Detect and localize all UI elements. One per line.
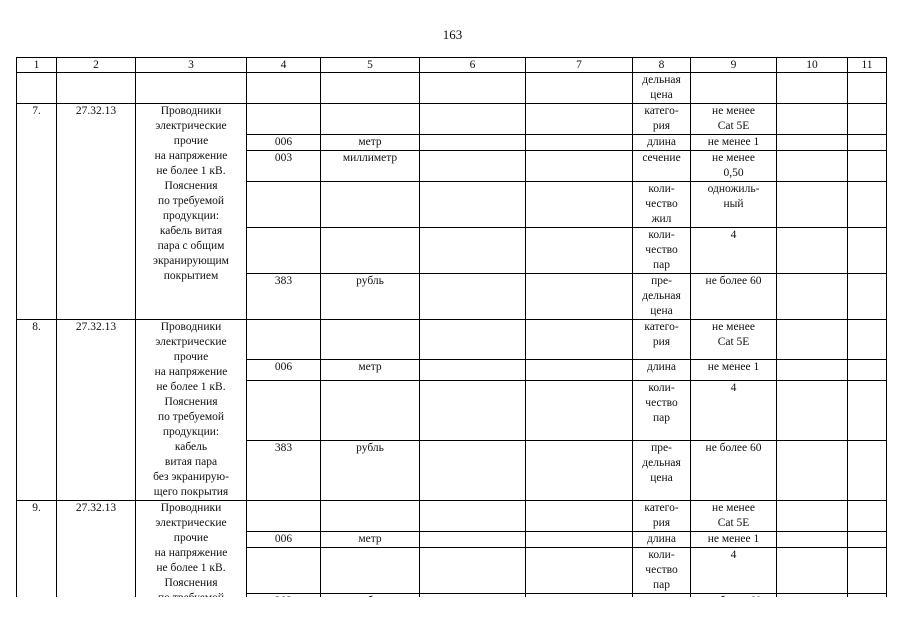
cell <box>526 320 633 360</box>
cell <box>848 151 887 182</box>
unit-name <box>321 381 420 441</box>
unit-name: метр <box>321 360 420 381</box>
okpd-code: 27.32.13 <box>57 320 136 501</box>
column-header: 6 <box>420 58 526 73</box>
column-header: 11 <box>848 58 887 73</box>
column-header: 1 <box>17 58 57 73</box>
cell <box>777 151 848 182</box>
item-row <box>17 104 887 135</box>
unit-name: метр <box>321 135 420 151</box>
cell <box>136 73 247 104</box>
okpd-code: 27.32.13 <box>57 104 136 320</box>
unit-code: 383 <box>247 274 321 320</box>
cell <box>321 73 420 104</box>
unit-code: 006 <box>247 532 321 548</box>
item-number: 9. <box>17 501 57 610</box>
characteristic-value: 4 <box>691 381 777 441</box>
characteristic-name: катего- рия <box>633 320 691 360</box>
cell <box>848 548 887 594</box>
cell <box>526 441 633 501</box>
characteristic-value: не менее Cat 5E <box>691 501 777 532</box>
item-row <box>17 320 887 360</box>
item-description: Проводники электрические прочие на напряжение не более 1 кВ. Пояснения по требуемой продукции: кабель витая пара с общим экранирующим покрытием <box>136 104 247 320</box>
table-body <box>17 58 887 610</box>
characteristic-name: длина <box>633 360 691 381</box>
cell <box>848 182 887 228</box>
cell <box>247 73 321 104</box>
cell <box>848 441 887 501</box>
characteristic-value: одножиль- ный <box>691 182 777 228</box>
unit-name: миллиметр <box>321 151 420 182</box>
cell <box>420 182 526 228</box>
page-number: 163 <box>442 27 463 42</box>
continuation-row <box>17 73 887 104</box>
characteristic-name: коли- чество жил <box>633 182 691 228</box>
cell <box>777 532 848 548</box>
cell <box>526 532 633 548</box>
unit-name: метр <box>321 532 420 548</box>
cell <box>848 501 887 532</box>
item-description: Проводники электрические прочие на напряжение не более 1 кВ. Пояснения по требуемой продукции: кабель витая пара без экранирую- щего покрытия <box>136 320 247 501</box>
cell <box>420 135 526 151</box>
unit-code <box>247 104 321 135</box>
cell <box>526 501 633 532</box>
cell <box>420 73 526 104</box>
cell <box>777 441 848 501</box>
cell <box>526 73 633 104</box>
cell <box>848 320 887 360</box>
cell <box>777 73 848 104</box>
unit-code: 003 <box>247 151 321 182</box>
characteristic-value: не менее Cat 5E <box>691 320 777 360</box>
characteristic-value: не менее 1 <box>691 360 777 381</box>
unit-code: 006 <box>247 135 321 151</box>
cell <box>420 548 526 594</box>
cell <box>777 228 848 274</box>
characteristic-value: не более 60 <box>691 441 777 501</box>
unit-name <box>321 228 420 274</box>
cell <box>420 104 526 135</box>
cell <box>691 73 777 104</box>
unit-name <box>321 182 420 228</box>
unit-name: рубль <box>321 441 420 501</box>
cell <box>420 274 526 320</box>
cell <box>777 360 848 381</box>
cell <box>420 381 526 441</box>
unit-code <box>247 182 321 228</box>
unit-code <box>247 501 321 532</box>
cell <box>777 381 848 441</box>
column-header: 2 <box>57 58 136 73</box>
characteristic-name: коли- чество пар <box>633 228 691 274</box>
characteristic-name: длина <box>633 135 691 151</box>
cell <box>777 548 848 594</box>
cell <box>848 104 887 135</box>
cell <box>777 274 848 320</box>
unit-name <box>321 320 420 360</box>
cell <box>777 320 848 360</box>
cell <box>848 532 887 548</box>
characteristic-value: не менее Cat 5E <box>691 104 777 135</box>
cell <box>526 548 633 594</box>
characteristic-name: сечение <box>633 151 691 182</box>
cell <box>848 274 887 320</box>
cell <box>526 228 633 274</box>
column-header: 7 <box>526 58 633 73</box>
item-number: 7. <box>17 104 57 320</box>
unit-name: рубль <box>321 274 420 320</box>
column-header: 4 <box>247 58 321 73</box>
cell <box>777 135 848 151</box>
unit-code <box>247 381 321 441</box>
unit-code: 383 <box>247 441 321 501</box>
cell <box>848 135 887 151</box>
characteristic-name: пре- дельная цена <box>633 441 691 501</box>
cell <box>17 73 57 104</box>
cell <box>526 381 633 441</box>
column-header: 3 <box>136 58 247 73</box>
page-bottom-margin <box>0 597 905 640</box>
characteristic-value: не менее 0,50 <box>691 151 777 182</box>
cell <box>526 182 633 228</box>
characteristic-name: катего- рия <box>633 501 691 532</box>
cell <box>526 104 633 135</box>
characteristic-value: не более 60 <box>691 274 777 320</box>
cell <box>420 228 526 274</box>
cell <box>420 441 526 501</box>
column-header: 5 <box>321 58 420 73</box>
characteristic-name: дельная цена <box>633 73 691 104</box>
cell <box>420 360 526 381</box>
characteristic-value: 4 <box>691 548 777 594</box>
unit-code <box>247 548 321 594</box>
characteristic-name: катего- рия <box>633 104 691 135</box>
characteristic-name: пре- дельная цена <box>633 274 691 320</box>
cell <box>848 360 887 381</box>
column-header: 10 <box>777 58 848 73</box>
cell <box>777 104 848 135</box>
item-number: 8. <box>17 320 57 501</box>
unit-name <box>321 104 420 135</box>
okpd-code: 27.32.13 <box>57 501 136 610</box>
characteristic-name: длина <box>633 532 691 548</box>
item-description: Проводники электрические прочие на напряжение не более 1 кВ. Пояснения <box>136 501 247 610</box>
column-header: 8 <box>633 58 691 73</box>
item-row <box>17 501 887 532</box>
column-header-row <box>17 58 887 73</box>
unit-name <box>321 501 420 532</box>
cell <box>848 73 887 104</box>
characteristic-name: коли- чество пар <box>633 381 691 441</box>
cell <box>848 381 887 441</box>
characteristic-name: коли- чество пар <box>633 548 691 594</box>
unit-code <box>247 228 321 274</box>
specification-table <box>16 57 887 610</box>
cell <box>420 532 526 548</box>
unit-code: 006 <box>247 360 321 381</box>
column-header: 9 <box>691 58 777 73</box>
cell <box>420 151 526 182</box>
cell <box>526 274 633 320</box>
cell <box>777 182 848 228</box>
unit-name <box>321 548 420 594</box>
cell <box>526 135 633 151</box>
cell <box>57 73 136 104</box>
cell <box>848 228 887 274</box>
cell <box>526 360 633 381</box>
characteristic-value: не менее 1 <box>691 532 777 548</box>
cell <box>420 501 526 532</box>
characteristic-value: не менее 1 <box>691 135 777 151</box>
cell <box>777 501 848 532</box>
cell <box>526 151 633 182</box>
unit-code <box>247 320 321 360</box>
characteristic-value: 4 <box>691 228 777 274</box>
cell <box>420 320 526 360</box>
